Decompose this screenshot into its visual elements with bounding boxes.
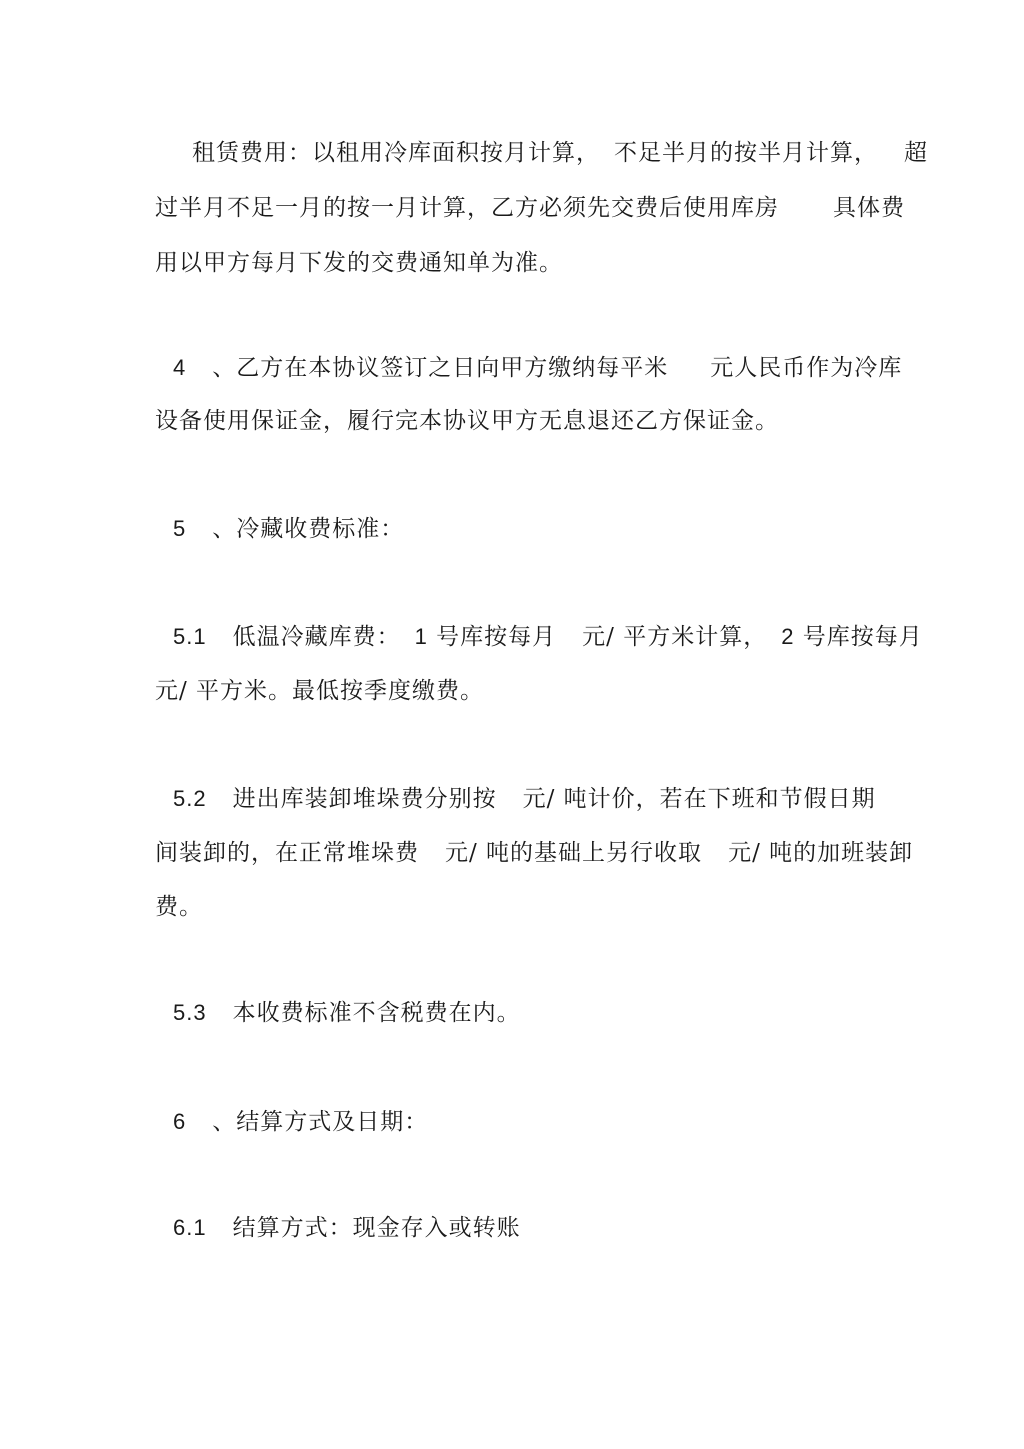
text-segment: 本收费标准不含税费在内。 bbox=[232, 1000, 521, 1026]
text-segment: 元/ 吨的加班装卸 bbox=[728, 840, 914, 866]
clause-number: 4 bbox=[173, 355, 187, 380]
text-segment: 租赁费用：以租用冷库面积按月计算， bbox=[192, 140, 600, 166]
text-segment: 元/ 平方米。最低按季度缴费。 bbox=[155, 678, 485, 704]
clause-5-1-line-2 bbox=[155, 675, 484, 707]
text-segment: 元/ 吨的基础上另行收取 bbox=[445, 840, 703, 866]
clause-number: 6 bbox=[173, 1109, 187, 1134]
clause-5-heading bbox=[173, 513, 404, 545]
clause-number: 5.2 bbox=[173, 786, 207, 811]
text-segment: 号库按每月 bbox=[802, 624, 923, 650]
text-segment: 2 bbox=[781, 624, 795, 649]
clause-5-3 bbox=[173, 997, 521, 1029]
text-segment: 设备使用保证金，履行完本协议甲方无息退还乙方保证金。 bbox=[155, 408, 779, 434]
clause-6-1 bbox=[173, 1212, 521, 1244]
text-segment: 不足半月的按半月计算， bbox=[614, 140, 878, 166]
text-segment: 元/ 吨计价，若在下班和节假日期 bbox=[522, 786, 876, 812]
clause-5-2-line-2 bbox=[155, 837, 913, 869]
text-segment: 超 bbox=[904, 140, 928, 166]
rental-fee-line-2 bbox=[155, 192, 905, 224]
text-segment: 号库按每月 bbox=[436, 624, 557, 650]
clause-6-heading bbox=[173, 1106, 428, 1138]
text-segment: 、冷藏收费标准： bbox=[212, 516, 405, 542]
text-segment: 具体费 bbox=[833, 195, 905, 221]
clause-number: 5.3 bbox=[173, 1000, 207, 1025]
clause-5-1-line-1 bbox=[173, 621, 923, 653]
text-segment: 进出库装卸堆垛费分别按 bbox=[232, 786, 497, 812]
text-segment: 间装卸的，在正常堆垛费 bbox=[155, 840, 419, 866]
rental-fee-line-1 bbox=[192, 137, 928, 169]
text-segment: 1 bbox=[414, 624, 428, 649]
text-segment: 元/ 平方米计算， bbox=[582, 624, 768, 650]
clause-5-2-line-3 bbox=[155, 891, 203, 923]
text-segment: 、乙方在本协议签订之日向甲方缴纳每平米 bbox=[212, 355, 669, 381]
clause-number: 5.1 bbox=[173, 624, 207, 649]
clause-number: 6.1 bbox=[173, 1215, 207, 1240]
text-segment: 结算方式：现金存入或转账 bbox=[232, 1215, 521, 1241]
text-segment: 、结算方式及日期： bbox=[212, 1109, 429, 1135]
rental-fee-line-3 bbox=[155, 247, 563, 279]
text-segment: 过半月不足一月的按一月计算，乙方必须先交费后使用库房 bbox=[155, 195, 779, 221]
text-segment: 元人民币作为冷库 bbox=[710, 355, 903, 381]
clause-4-line-1 bbox=[173, 352, 902, 384]
clause-5-2-line-1 bbox=[173, 783, 876, 815]
text-segment: 用以甲方每月下发的交费通知单为准。 bbox=[155, 250, 563, 276]
text-segment: 低温冷藏库费： bbox=[232, 624, 401, 650]
clause-4-line-2 bbox=[155, 405, 779, 437]
clause-number: 5 bbox=[173, 516, 187, 541]
text-segment: 费。 bbox=[155, 894, 203, 920]
